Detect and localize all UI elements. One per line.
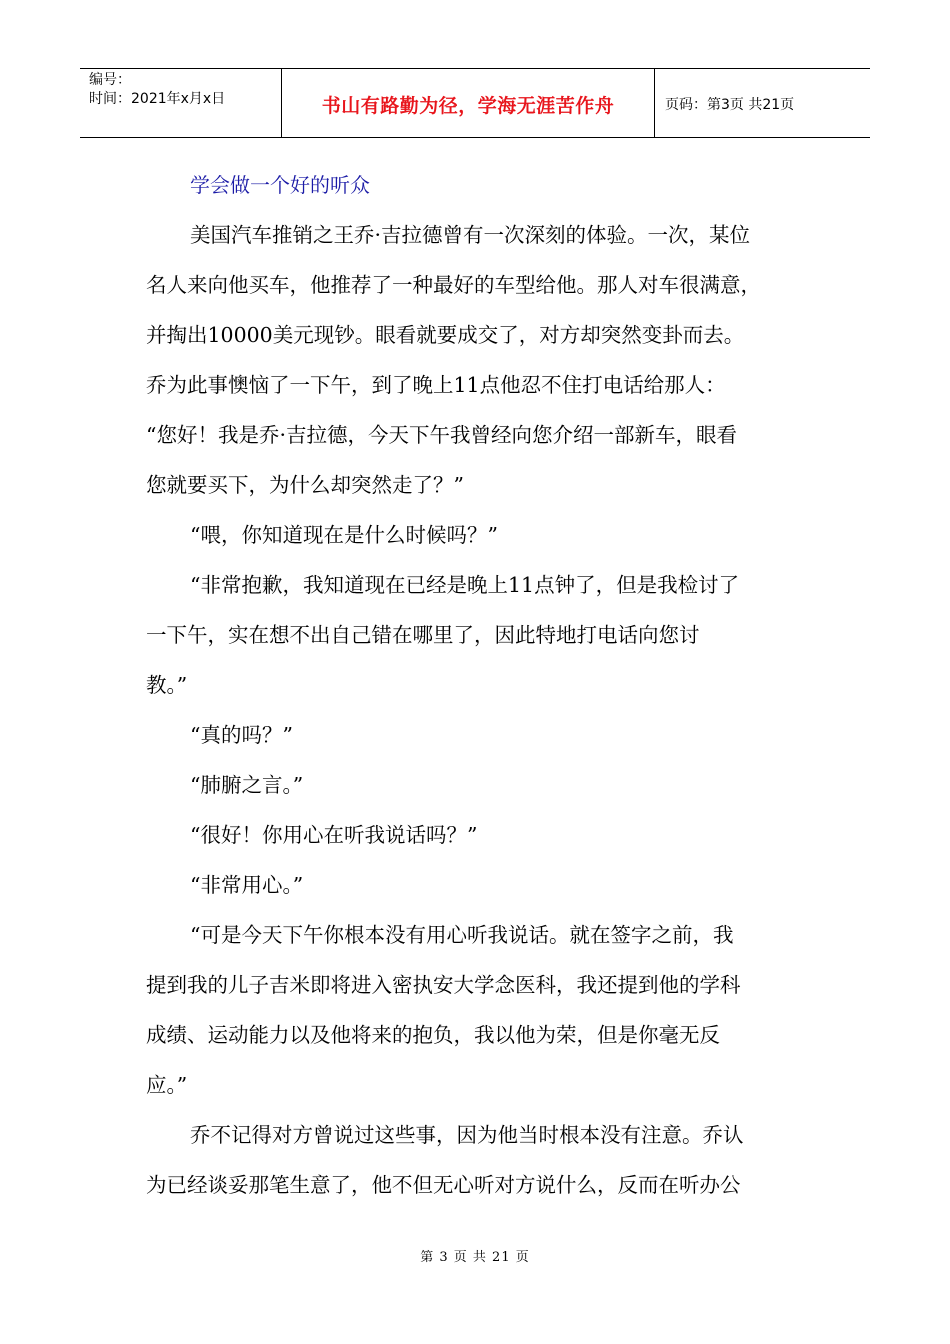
text-line: 乔不记得对方曾说过这些事，因为他当时根本没有注意。乔认 bbox=[190, 1123, 744, 1147]
text-line: “喂，你知道现在是什么时候吗？” bbox=[190, 523, 498, 547]
article-body bbox=[146, 160, 810, 1210]
article-text bbox=[146, 210, 810, 1210]
page-footer: 第 3 页 共 21 页 bbox=[420, 1250, 530, 1265]
text-line: “很好！你用心在听我说话吗？” bbox=[190, 823, 478, 847]
header-meta bbox=[80, 69, 282, 137]
text-line: 应。” bbox=[146, 1073, 188, 1097]
text-line: 为已经谈妥那笔生意了，他不但无心听对方说什么，反而在听办公 bbox=[146, 1173, 741, 1197]
article-title: 学会做一个好的听众 bbox=[190, 173, 370, 197]
text-line: “可是今天下午你根本没有用心听我说话。就在签字之前，我 bbox=[190, 923, 734, 947]
page-header bbox=[80, 68, 870, 138]
text-line: 成绩、运动能力以及他将来的抱负，我以他为荣，但是你毫无反 bbox=[146, 1023, 720, 1047]
text-line: “真的吗？” bbox=[190, 723, 293, 747]
text-line: “您好！我是乔·吉拉德，今天下午我曾经向您介绍一部新车，眼看 bbox=[146, 423, 737, 447]
header-motto: 书山有路勤为径，学海无涯苦作舟 bbox=[321, 94, 615, 117]
text-line: “非常用心。” bbox=[190, 873, 304, 897]
text-line: 美国汽车推销之王乔·吉拉德曾有一次深刻的体验。一次，某位 bbox=[190, 223, 751, 247]
text-line: 一下午，实在想不出自己错在哪里了，因此特地打电话向您讨 bbox=[146, 623, 700, 647]
text-line: 名人来向他买车，他推荐了一种最好的车型给他。那人对车很满意， bbox=[146, 273, 761, 297]
date-label: 时间：2021年x月x日 bbox=[89, 91, 226, 107]
text-line: 乔为此事懊恼了一下午，到了晚上11点他忍不住打电话给那人： bbox=[146, 373, 726, 397]
text-line: “肺腑之言。” bbox=[190, 773, 304, 797]
text-line: 教。” bbox=[146, 673, 188, 697]
text-line: “非常抱歉，我知道现在已经是晚上11点钟了，但是我检讨了 bbox=[190, 573, 740, 597]
header-page-info-cell bbox=[655, 69, 870, 137]
text-line: 提到我的儿子吉米即将进入密执安大学念医科，我还提到他的学科 bbox=[146, 973, 741, 997]
header-motto-cell bbox=[282, 69, 655, 137]
header-page-info: 页码：第3页 共21页 bbox=[665, 97, 795, 113]
serial-label: 编号： bbox=[89, 72, 131, 88]
text-line: 您就要买下，为什么却突然走了？” bbox=[146, 473, 464, 497]
text-line: 并掏出10000美元现钞。眼看就要成交了，对方却突然变卦而去。 bbox=[146, 323, 745, 347]
